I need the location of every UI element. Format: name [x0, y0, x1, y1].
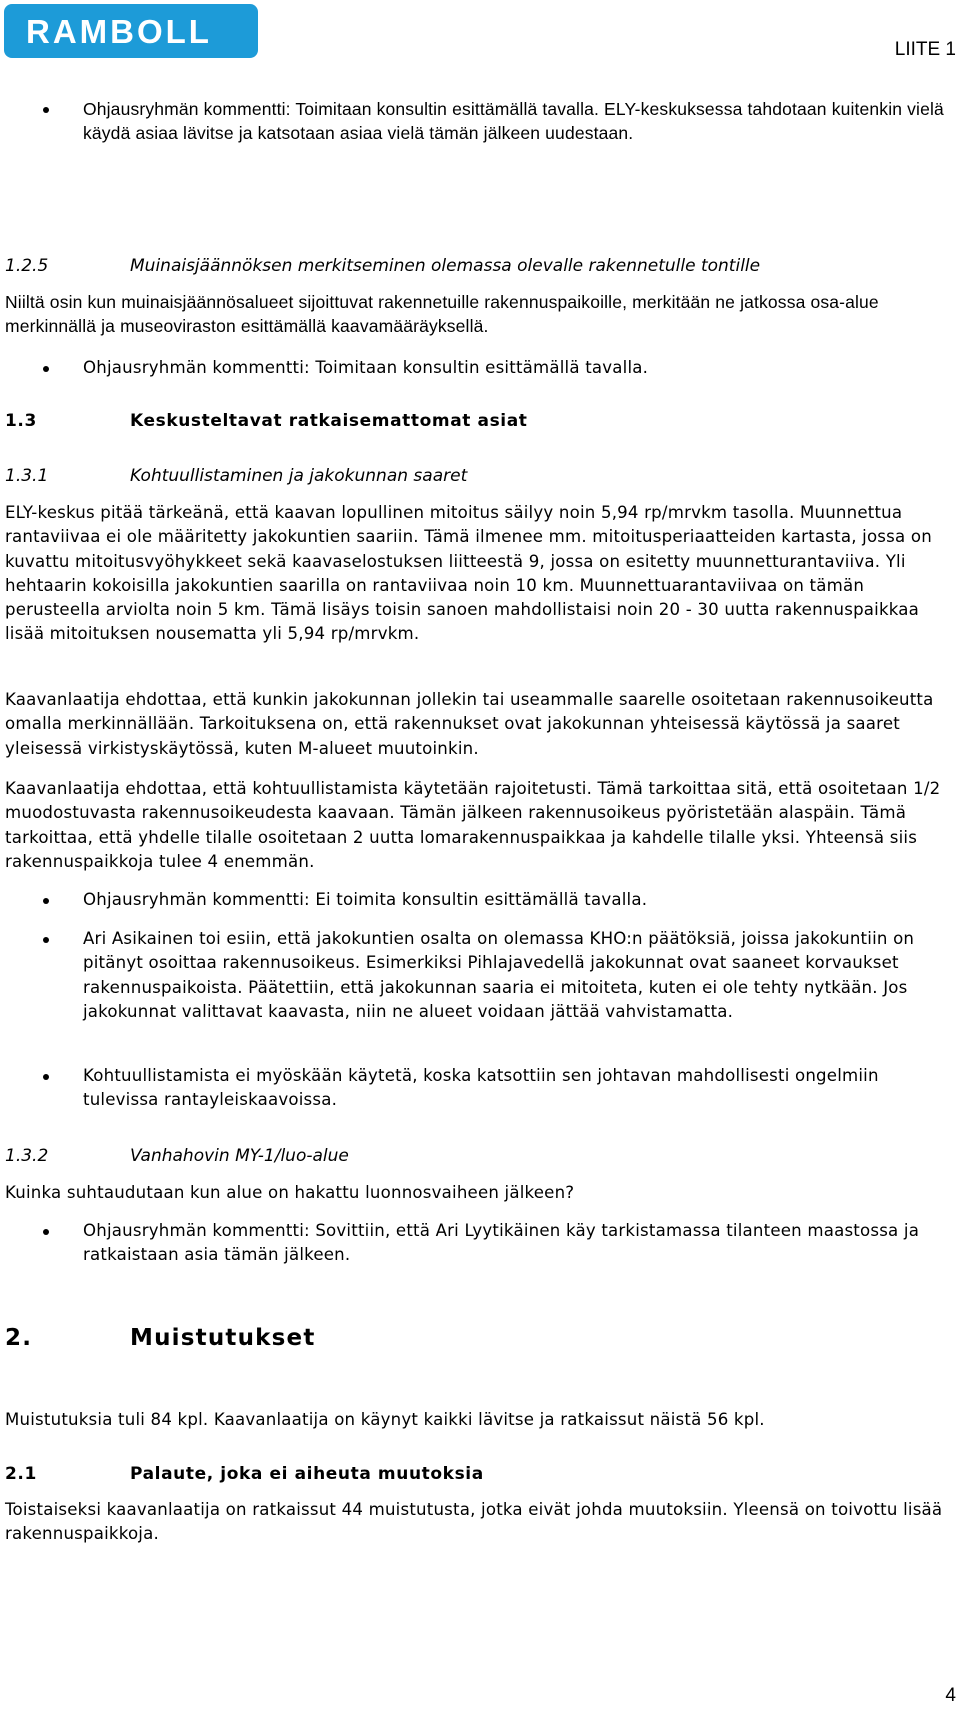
ramboll-logo-mark: [4, 4, 258, 58]
paragraph-text: Niiltä osin kun muinaisjäännösalueet sijoittuvat rakennetuille rakennuspaikoille, merkitään ne jatkossa osa-alue merkinnällä ja museoviraston esittämällä kaavamääräyksellä.: [5, 292, 879, 337]
paragraph: [5, 688, 957, 761]
section-number: 1.3.1: [5, 466, 49, 486]
paragraph-text: Muistutuksia tuli 84 kpl. Kaavanlaatija on käynyt kaikki lävitse ja ratkaissut näistä 56 kpl.: [5, 1410, 765, 1429]
section-title: Kohtuullistaminen ja jakokunnan saaret: [130, 466, 468, 486]
list-item: [5, 888, 957, 912]
ramboll-logo-text: RAMBOLL: [26, 13, 212, 50]
list-item: [5, 1219, 957, 1268]
paragraph: [5, 501, 957, 647]
section-title: Vanhahovin MY-1/luo-alue: [130, 1146, 349, 1166]
bullet-icon: [43, 366, 49, 372]
paragraph-text: Kaavanlaatija ehdottaa, että kunkin jakokunnan jollekin tai useammalle saarelle osoitetaan rakennusoikeutta omalla merkinnällään. Tarkoituksena on, että rakennukset ovat jakokunnan yhteisessä käytössä ja saaret yleisessä virkistyskäytössä, kuten M-alueet muutoinkin.: [5, 690, 934, 758]
section-title: Palaute, joka ei aiheuta muutoksia: [130, 1464, 484, 1484]
section-title: Muinaisjäännöksen merkitseminen olemassa olevalle rakennetulle tontille: [130, 256, 761, 276]
attachment-label: LIITE 1: [894, 39, 956, 60]
bullet-icon: [43, 1229, 49, 1235]
paragraph: [5, 1498, 957, 1547]
section-number: 1.3: [5, 411, 37, 431]
bullet-text: Ari Asikainen toi esiin, että jakokuntien osalta on olemassa KHO:n päätöksiä, joissa jakokuntiin on pitänyt osoittaa rakennusoikeus. Esimerkiksi Pihlajavedellä jakokunnat ovat saaneet korvaukset rakennuspaikoista. Päätettiin, että jakokunnan saaria ei mitoiteta, kuten ei ole tehty nytkään. Jos jakokunnat valittavat kaavasta, niin ne alueet voidaan jättää vahvistamatta.: [83, 929, 915, 1021]
list-item: [5, 356, 957, 380]
ramboll-logo: [4, 4, 258, 58]
section-number: 2.1: [5, 1464, 37, 1484]
paragraph-text: Kaavanlaatija ehdottaa, että kohtuullistamista käytetään rajoitetusti. Tämä tarkoittaa sitä, että osoitetaan 1/2 muodostuvasta rakennusoikeudesta kaavaan. Tämän jälkeen rakennusoikeus pyöristetään alaspäin. Tämä tarkoittaa, että yhdelle tilalle osoitetaan 2 uutta lomarakennuspaikkaa ja kahdelle tilalle yksi. Yhteensä siis rakennuspaikkoja tulee 4 enemmän.: [5, 779, 941, 871]
paragraph-text: ELY-keskus pitää tärkeänä, että kaavan lopullinen mitoitus säilyy noin 5,94 rp/mrvkm tasolla. Muunnettua rantaviivaa ei ole määritetty jakokuntien saariin. Tämä ilmenee mm. mitoitusperiaatteiden kartasta, jossa on kuvattu mitoitusvyöhykkeet sekä kaavaselostuksen liitteestä 9, jossa on esitetty muunnetturantaviiva. Yli hehtaarin kokoisilla jakokuntien saarilla on rantaviivaa noin 10 km. Muunnettuarantaviivaa on tämän perusteella arviolta noin 5 km. Tämä lisäys toisin sanoen mahdollistaisi noin 20 - 30 uutta rakennuspaikkaa lisää mitoituksen nousematta yli 5,94 rp/mrvkm.: [5, 503, 932, 644]
section-title: Muistutukset: [130, 1325, 316, 1351]
bullet-icon: [43, 107, 49, 113]
paragraph-text: Kuinka suhtaudutaan kun alue on hakattu luonnosvaiheen jälkeen?: [5, 1183, 575, 1202]
bullet-text: Ohjausryhmän kommentti: Sovittiin, että Ari Lyytikäinen käy tarkistamassa tilanteen maastossa ja ratkaistaan asia tämän jälkeen.: [83, 1221, 920, 1265]
list-item: [5, 97, 957, 146]
paragraph: [5, 777, 957, 874]
bullet-text: Ohjausryhmän kommentti: Ei toimita konsultin esittämällä tavalla.: [83, 890, 648, 909]
section-number: 2.: [5, 1325, 33, 1351]
section-title: Keskusteltavat ratkaisemattomat asiat: [130, 411, 528, 431]
bullet-icon: [43, 937, 49, 943]
list-item: [5, 927, 957, 1024]
bullet-icon: [43, 898, 49, 904]
bullet-text: Ohjausryhmän kommentti: Toimitaan konsultin esittämällä tavalla. ELY-keskuksessa tahdotaan kuitenkin vielä käydä asiaa lävitse ja katsotaan asiaa vielä tämän jälkeen uudestaan.: [83, 99, 944, 144]
bullet-text: Ohjausryhmän kommentti: Toimitaan konsultin esittämällä tavalla.: [83, 358, 649, 377]
bullet-icon: [43, 1074, 49, 1080]
paragraph-text: Toistaiseksi kaavanlaatija on ratkaissut 44 muistutusta, jotka eivät johda muutoksiin. Yleensä on toivottu lisää rakennuspaikkoja.: [5, 1500, 943, 1544]
paragraph: [5, 1408, 957, 1432]
paragraph: [5, 290, 957, 339]
section-number: 1.2.5: [5, 256, 49, 276]
paragraph: [5, 1181, 957, 1205]
bullet-text: Kohtuullistamista ei myöskään käytetä, koska katsottiin sen johtavan mahdollisesti ongelmiin tulevissa rantayleiskaavoissa.: [83, 1066, 879, 1110]
section-number: 1.3.2: [5, 1146, 49, 1166]
list-item: [5, 1064, 957, 1113]
page-number: 4: [945, 1685, 956, 1706]
